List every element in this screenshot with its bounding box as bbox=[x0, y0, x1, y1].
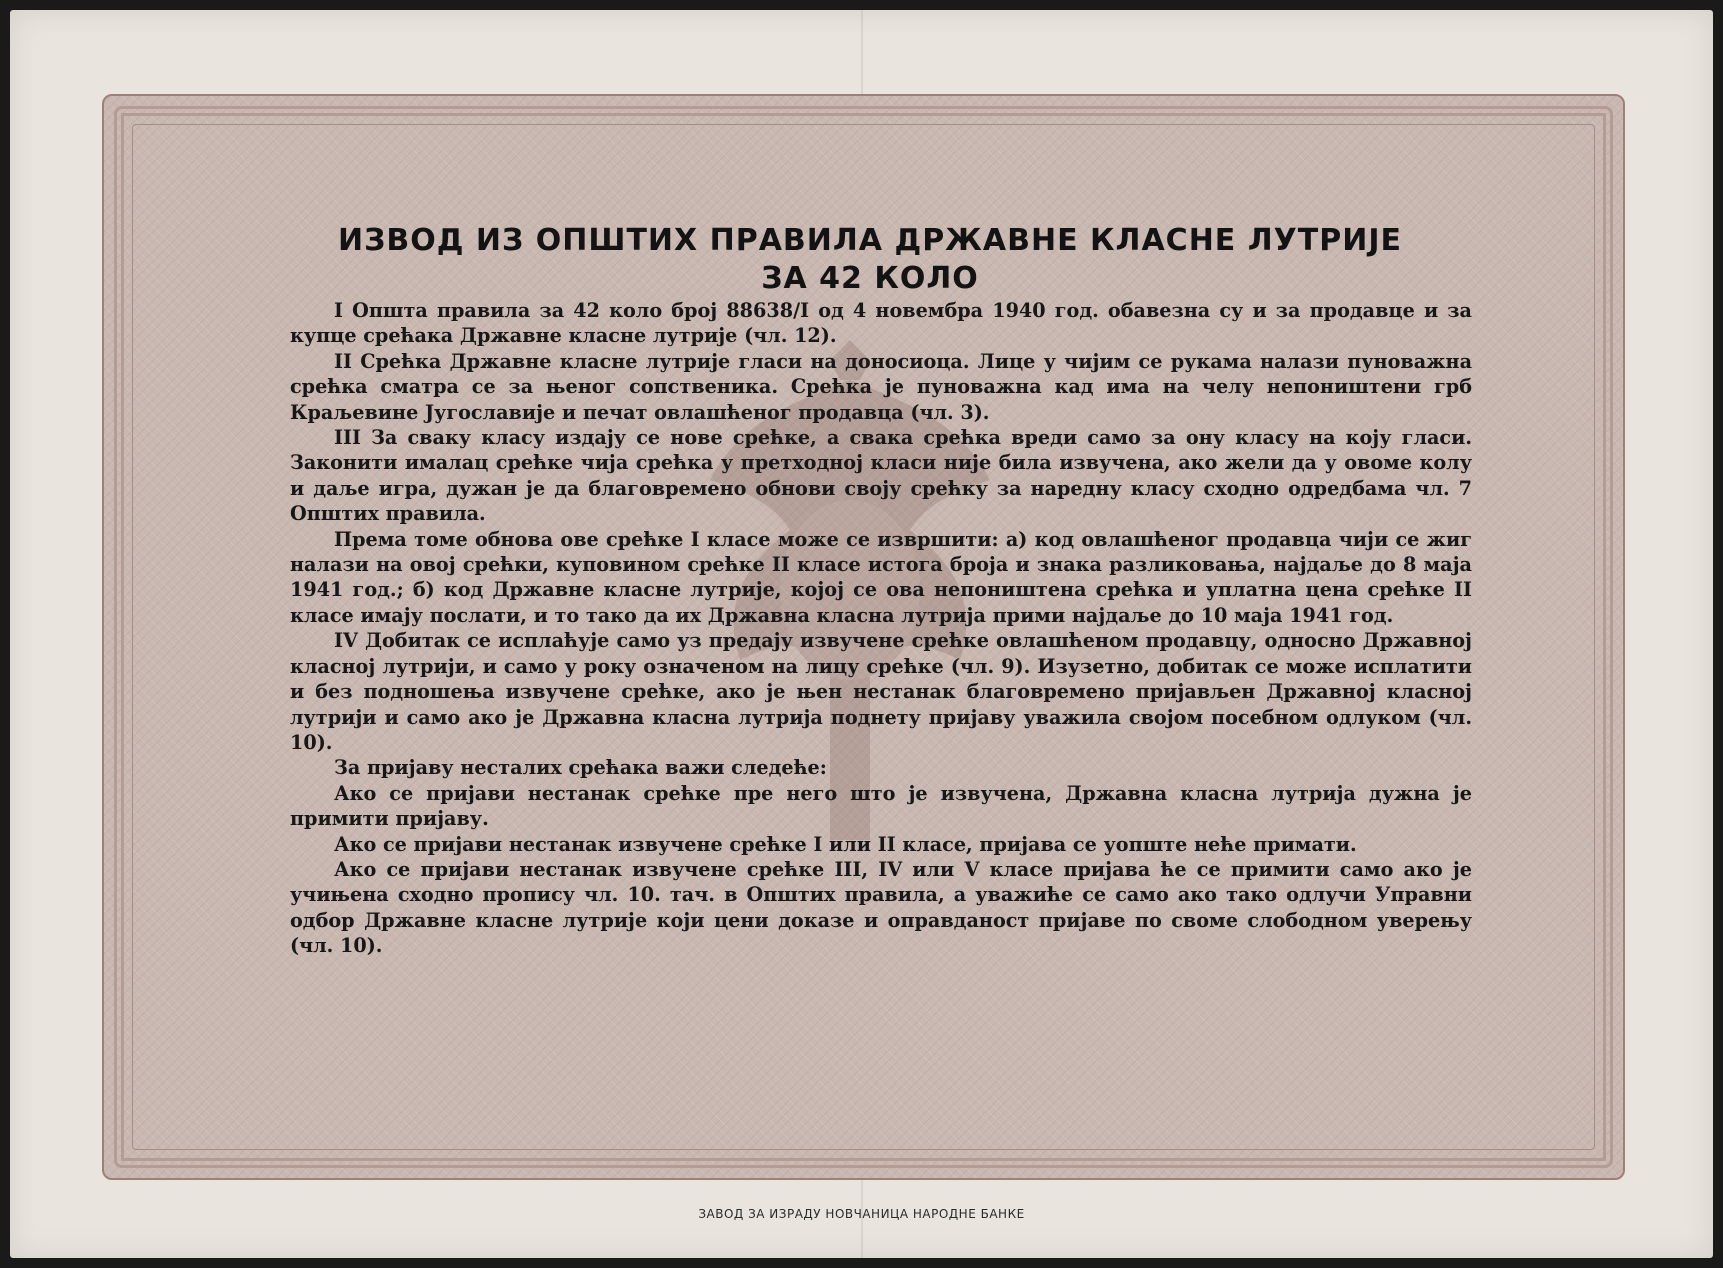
rule-paragraph-5: IV Добитак се исплаћује само уз предају извучене срећке овлашћеном продавцу, односно Државној класној лутрији, и само у року означеном на лицу срећке (чл. 9). Изузетно, добитак се може исплатити и без подношења извучене срећке, ако је њен нестанак благовремено пријављен Државној класној лутрији и само ако је Државна класна лутрија поднету пријаву уважила својом посебном одлуком (чл. 10). bbox=[290, 629, 1472, 754]
rule-paragraph-4: Према томе обнова ове срећке I класе може се извршити: а) код овлашћеног продавца чији се жиг налази на овој срећки, куповином срећке II класе истога броја и знака разликовања, најдаље до 8 маја 1941 год.; б) код Државне класне лутрије, којој се ова непоништена срећка и уплатна цена срећке II класе имају послати, и то тако да их Државна класна лутрија прими најдаље до 10 маја 1941 год. bbox=[290, 527, 1472, 627]
rule-paragraph-8: Ако се пријави нестанак извучене срећке I или II класе, пријава се уопште неће примати. bbox=[334, 832, 1357, 856]
rule-paragraph-7: Ако се пријави нестанак срећке пре него што је извучена, Државна класна лутрија дужна је примити пријаву. bbox=[290, 781, 1472, 831]
heading-line-1: ИЗВОД ИЗ ОПШТИХ ПРАВИЛА ДРЖАВНЕ КЛАСНЕ ЛУТРИЈЕ bbox=[337, 223, 1403, 258]
rule-paragraph-1: I Општа правила за 42 коло број 88638/I од 4 новембра 1940 год. обавезна су и за продавце и за купце срећака Државне класне лутрије (чл. 12). bbox=[290, 299, 1472, 348]
rule-paragraph-3: III За сваку класу издају се нове срећке, а свака срећка вреди само за ону класу на коју гласи. Законити ималац срећке чија срећка у претходној класи није била извучена, ако жели да у овоме колу и даље игра, дужан је да благовремено обнови своју срећку за наредну класу сходно одредбама чл. 7 Општих правила. bbox=[290, 426, 1472, 526]
heading-line-2: ЗА 42 КОЛО bbox=[761, 261, 979, 296]
document-heading bbox=[160, 222, 1580, 298]
printer-imprint: ЗАВОД ЗА ИЗРАДУ НОВЧАНИЦА НАРОДНЕ БАНКЕ bbox=[698, 1207, 1025, 1221]
rules-text bbox=[290, 298, 1472, 959]
lottery-ticket-reverse bbox=[10, 10, 1713, 1258]
rule-paragraph-9: Ако се пријави нестанак извучене срећке III, IV или V класе пријава ће се примити само ако је учињена сходно пропису чл. 10. тач. в Општих правила, а уважиће се само ако тако одлучи Управни одбор Државне класне лутрије који цени доказе и оправданост пријаве по своме слободном уверењу (чл. 10). bbox=[290, 857, 1472, 958]
rule-paragraph-2: II Срећка Државне класне лутрије гласи на доносиоца. Лице у чијим се рукама налази пуноважна срећка сматра се за њеног сопственика. Срећка је пуноважна кад има на челу непоништени грб Краљевине Југославије и печат овлашћеног продавца (чл. 3). bbox=[290, 349, 1472, 424]
rule-paragraph-6: За пријаву несталих срећака важи следеће: bbox=[334, 756, 827, 780]
